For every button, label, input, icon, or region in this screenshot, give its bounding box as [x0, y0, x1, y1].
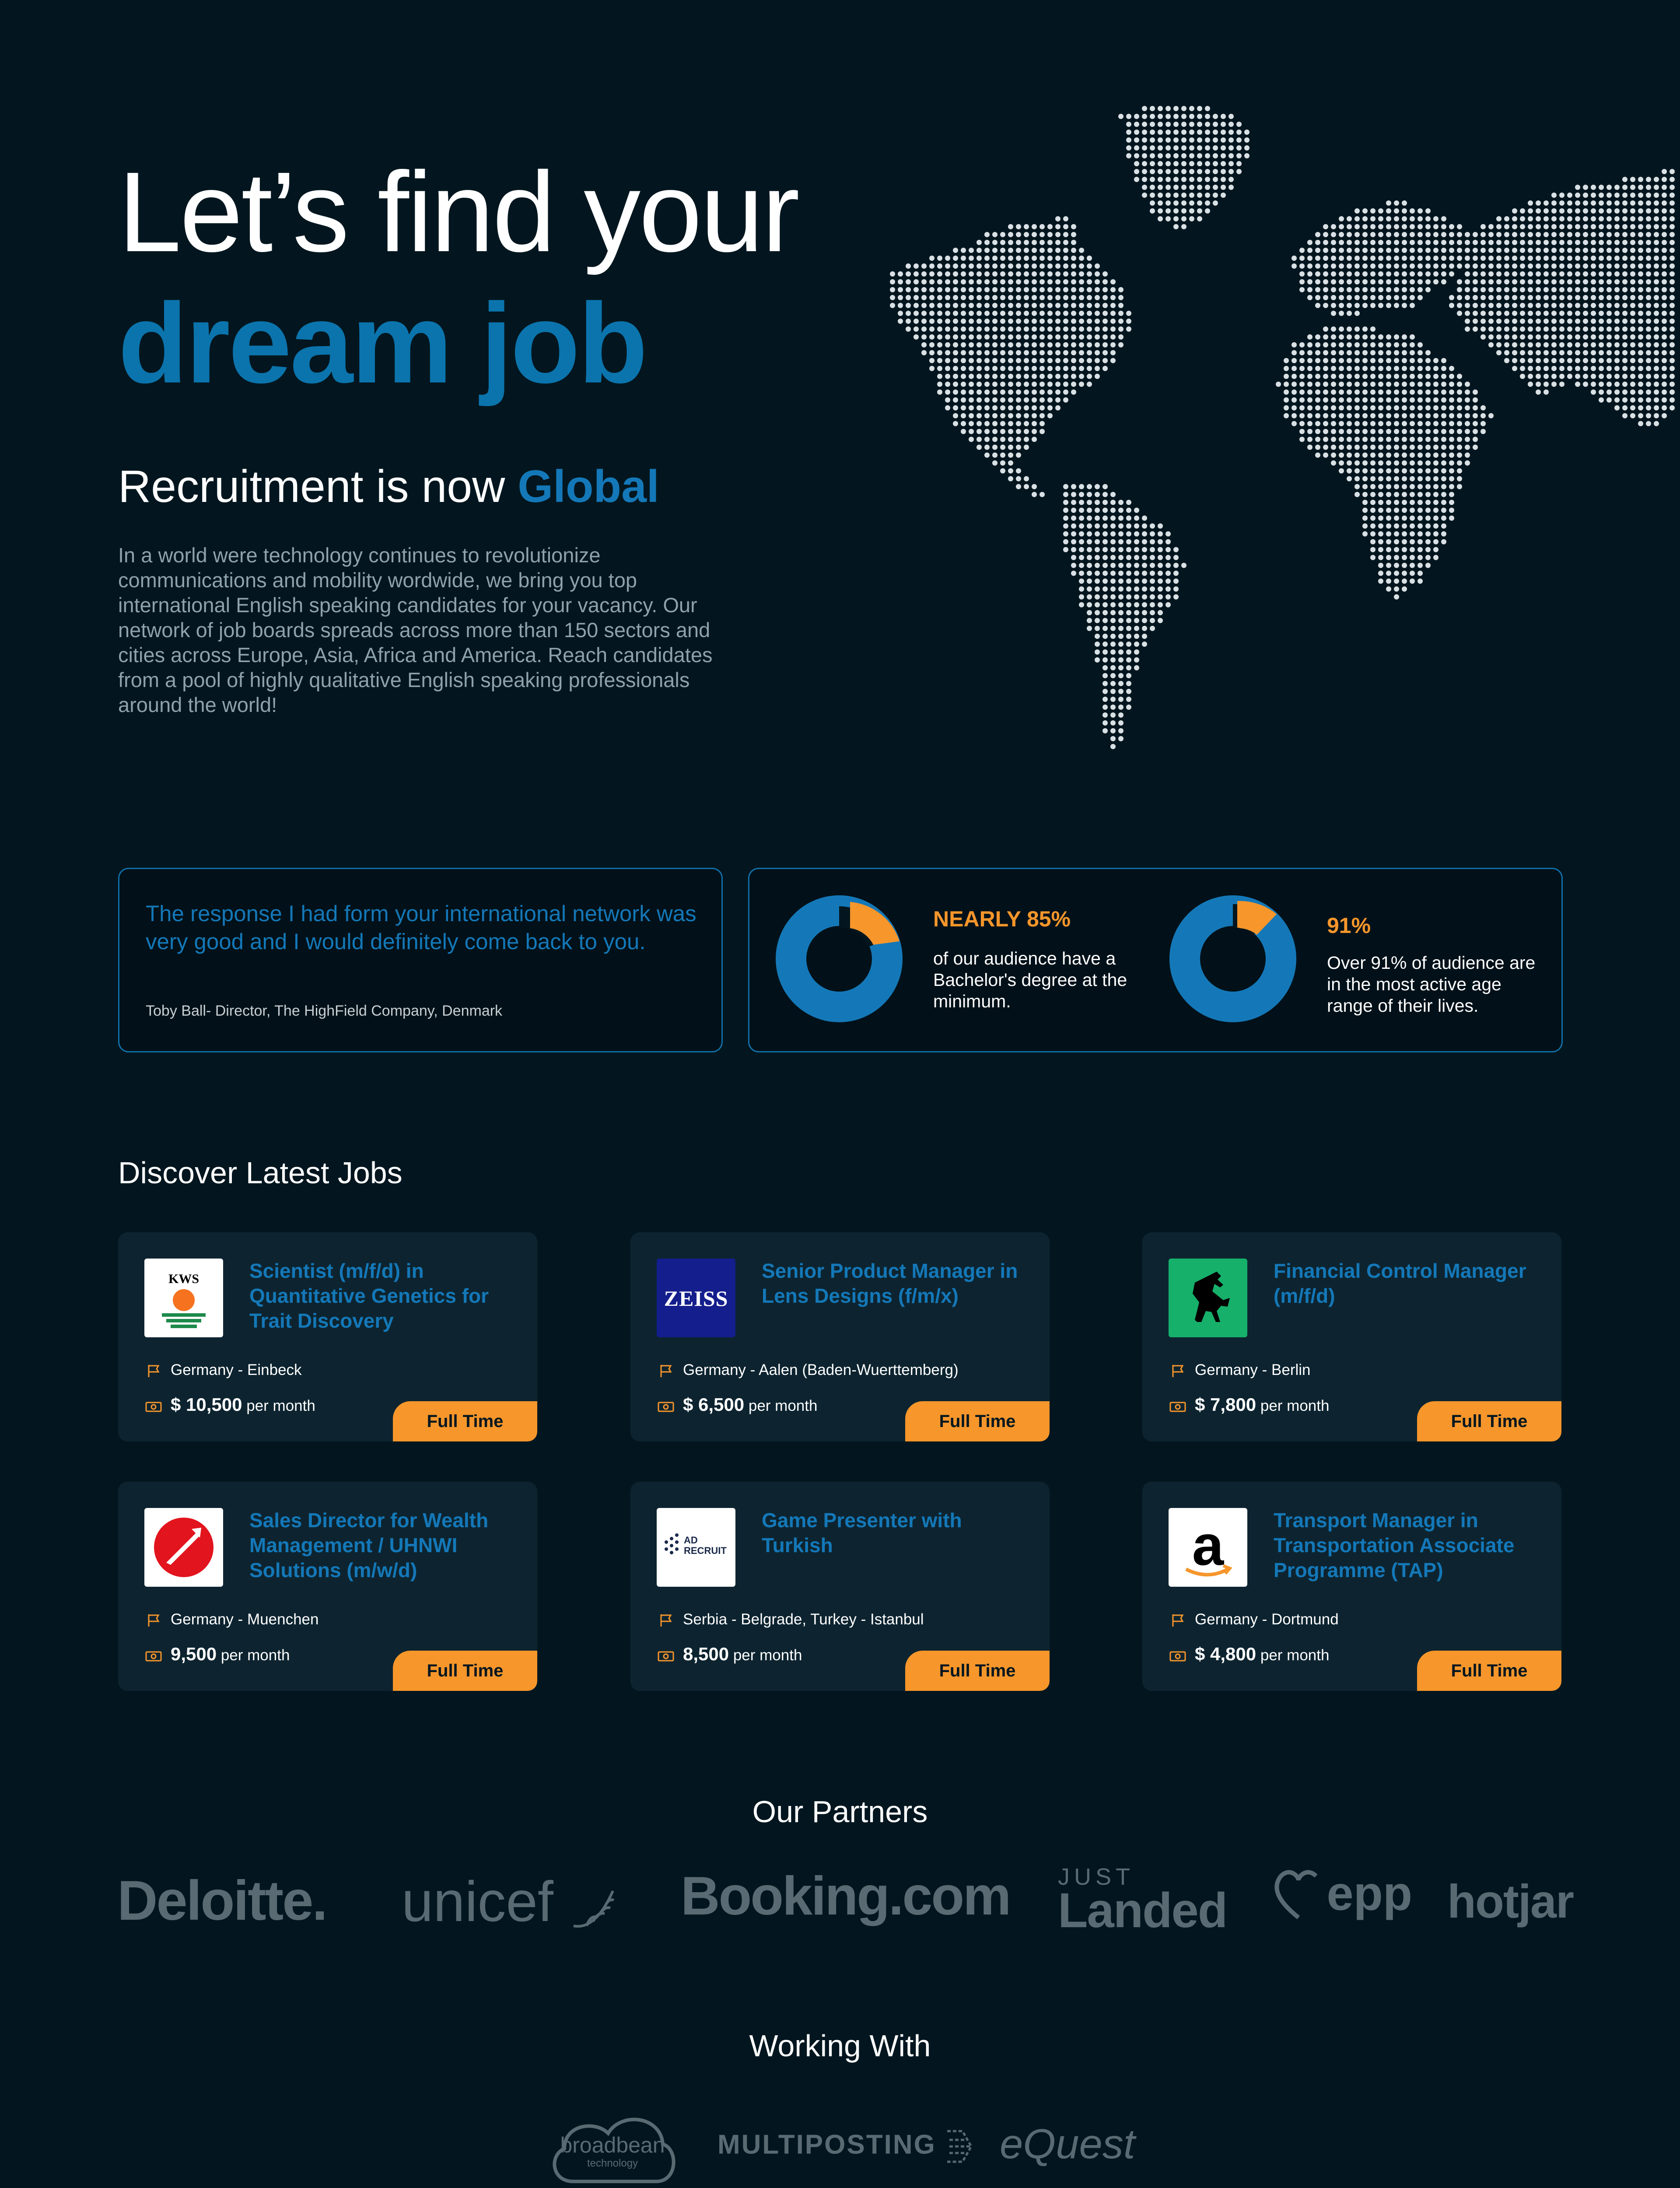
hero-heading-line1: Let’s find your	[118, 149, 798, 276]
logo-text: a	[1192, 1513, 1224, 1577]
hero-heading-line2: dream job	[118, 280, 646, 407]
working-with-title: Working With	[749, 2029, 931, 2063]
partner-epp-logo	[1272, 1865, 1412, 1922]
partner-justlanded-logo	[1058, 1864, 1227, 1938]
money-icon	[144, 1399, 164, 1414]
job-title[interactable]: Transport Manager in Transportation Associate Programme (TAP)	[1274, 1509, 1515, 1581]
epp-text: epp	[1326, 1866, 1413, 1921]
unicef-text: unicef	[402, 1869, 553, 1933]
job-location	[657, 1361, 959, 1379]
job-card[interactable]	[1142, 1482, 1561, 1691]
job-type-badge[interactable]: Full Time	[905, 1401, 1050, 1441]
partner-deloitte-logo: Deloitte.	[117, 1869, 326, 1932]
job-salary	[657, 1394, 817, 1415]
stat-title-1: NEARLY 85%	[933, 907, 1071, 931]
subtitle-prefix: Recruitment is now	[118, 461, 505, 512]
unicredit-icon	[144, 1508, 223, 1587]
flag-icon	[144, 1613, 164, 1628]
testimonial-card	[118, 868, 723, 1052]
location-text: Germany - Aalen (Baden-Wuerttemberg)	[683, 1361, 959, 1378]
job-card[interactable]	[630, 1482, 1050, 1691]
donut-chart-bachelor	[774, 893, 905, 1024]
stats-card	[748, 868, 1563, 1052]
stat-title-2: 91%	[1327, 913, 1371, 938]
salary-period: per month	[1260, 1647, 1330, 1664]
stat-desc-1: of our audience have a Bachelor's degree at the minimum.	[933, 948, 1127, 1011]
logo-text: AD RECRUIT	[684, 1535, 727, 1556]
job-location	[1169, 1611, 1339, 1628]
multiposting-lines-icon	[945, 2127, 976, 2166]
stat-desc-2: Over 91% of audience are in the most active age range of their lives.	[1327, 953, 1536, 1016]
flag-icon	[144, 1364, 164, 1378]
unicef-wreath-icon	[569, 1878, 622, 1935]
equest-logo: eQuest	[1000, 2121, 1135, 2167]
hero-intro-text: In a world were technology continues to revolutionize communications and mobility wordwide, we bring you top international English speaking candidates for your vacancy. Our network of job boards spreads across more than 150 sectors and cities across Europe, Asia, Africa and America. Reach candidates from a pool of highly qualitative English speaking professionals around the world!	[118, 543, 713, 716]
justlanded-small: JUST	[1058, 1864, 1134, 1890]
job-type-badge[interactable]: Full Time	[1417, 1401, 1561, 1441]
job-title[interactable]: Financial Control Manager (m/f/d)	[1274, 1259, 1526, 1307]
subtitle-accent: Global	[518, 461, 659, 512]
job-card[interactable]	[1142, 1232, 1561, 1441]
location-text: Germany - Berlin	[1195, 1361, 1311, 1378]
horse-logo	[1169, 1259, 1247, 1337]
unicredit-logo	[144, 1508, 223, 1587]
money-icon	[144, 1649, 164, 1664]
partners-title: Our Partners	[752, 1795, 928, 1829]
testimonial-author: Toby Ball- Director, The HighField Company, Denmark	[146, 1003, 503, 1019]
testimonial-quote: The response I had form your international network was very good and I would definitely come back to you.	[146, 901, 696, 954]
salary-period: per month	[246, 1397, 315, 1414]
money-icon	[657, 1399, 676, 1414]
salary-period: per month	[733, 1647, 802, 1664]
justlanded-big: Landed	[1058, 1883, 1227, 1938]
salary-amount: 9,500	[171, 1644, 217, 1664]
job-card[interactable]	[630, 1232, 1050, 1441]
broadbean-sub: technology	[587, 2157, 638, 2169]
multiposting-text: MULTIPOSTING	[718, 2129, 936, 2160]
job-card[interactable]	[118, 1232, 537, 1441]
location-text: Germany - Einbeck	[171, 1361, 302, 1378]
partner-hotjar-logo: hotjar	[1447, 1875, 1574, 1928]
salary-period: per month	[1260, 1397, 1330, 1414]
amazon-smile-icon	[1169, 1508, 1247, 1587]
black-horse-icon	[1169, 1259, 1247, 1337]
money-icon	[1169, 1649, 1188, 1664]
location-text: Germany - Muenchen	[171, 1611, 319, 1628]
flag-icon	[1169, 1613, 1188, 1628]
flag-icon	[1169, 1364, 1188, 1378]
broadbean-logo	[547, 2107, 678, 2186]
kws-logo	[144, 1259, 223, 1337]
job-title[interactable]: Sales Director for Wealth Management / UHNWI Solutions (m/w/d)	[249, 1509, 489, 1581]
job-type-badge[interactable]: Full Time	[393, 1651, 537, 1691]
zeiss-logo	[657, 1259, 735, 1337]
salary-amount: $ 4,800	[1195, 1644, 1256, 1664]
job-card[interactable]	[118, 1482, 537, 1691]
job-location	[144, 1611, 318, 1628]
hero-subtitle	[118, 462, 659, 512]
money-icon	[657, 1649, 676, 1664]
job-location	[144, 1361, 302, 1379]
salary-amount: $ 7,800	[1195, 1394, 1256, 1415]
job-salary	[144, 1644, 290, 1665]
partner-unicef-logo	[402, 1869, 622, 1935]
logo-text: ZEISS	[664, 1286, 728, 1311]
world-map-dots	[853, 101, 1680, 766]
job-title[interactable]: Senior Product Manager in Lens Designs (f/m/x)	[762, 1259, 1018, 1307]
money-icon	[1169, 1399, 1188, 1414]
job-location	[657, 1611, 924, 1628]
location-text: Germany - Dortmund	[1195, 1611, 1339, 1628]
salary-amount: $ 6,500	[683, 1394, 745, 1415]
partner-booking-logo: Booking.com	[681, 1866, 1010, 1926]
job-salary	[1169, 1644, 1329, 1665]
salary-period: per month	[220, 1647, 290, 1664]
job-salary	[657, 1644, 802, 1665]
donut-chart-age	[1167, 893, 1298, 1024]
job-type-badge[interactable]: Full Time	[1417, 1651, 1561, 1691]
salary-amount: 8,500	[683, 1644, 729, 1664]
job-location	[1169, 1361, 1311, 1379]
job-salary	[1169, 1394, 1329, 1415]
flag-icon	[657, 1364, 676, 1378]
location-text: Serbia - Belgrade, Turkey - Istanbul	[683, 1611, 924, 1628]
salary-amount: $ 10,500	[171, 1394, 242, 1415]
flag-icon	[657, 1613, 676, 1628]
epp-heart-icon	[1272, 1865, 1325, 1922]
job-salary	[144, 1394, 315, 1415]
job-type-badge[interactable]: Full Time	[905, 1651, 1050, 1691]
salary-period: per month	[748, 1397, 818, 1414]
broadbean-text: broadbean	[560, 2133, 665, 2157]
ad-recruit-logo	[657, 1508, 735, 1587]
jobs-section-title: Discover Latest Jobs	[118, 1156, 402, 1190]
job-type-badge[interactable]: Full Time	[393, 1401, 537, 1441]
logo-text: KWS	[168, 1272, 200, 1286]
job-title[interactable]: Game Presenter with Turkish	[762, 1509, 962, 1557]
job-title[interactable]: Scientist (m/f/d) in Quantitative Genetics for Trait Discovery	[249, 1259, 489, 1332]
multiposting-logo	[718, 2127, 976, 2166]
amazon-logo	[1169, 1508, 1247, 1587]
